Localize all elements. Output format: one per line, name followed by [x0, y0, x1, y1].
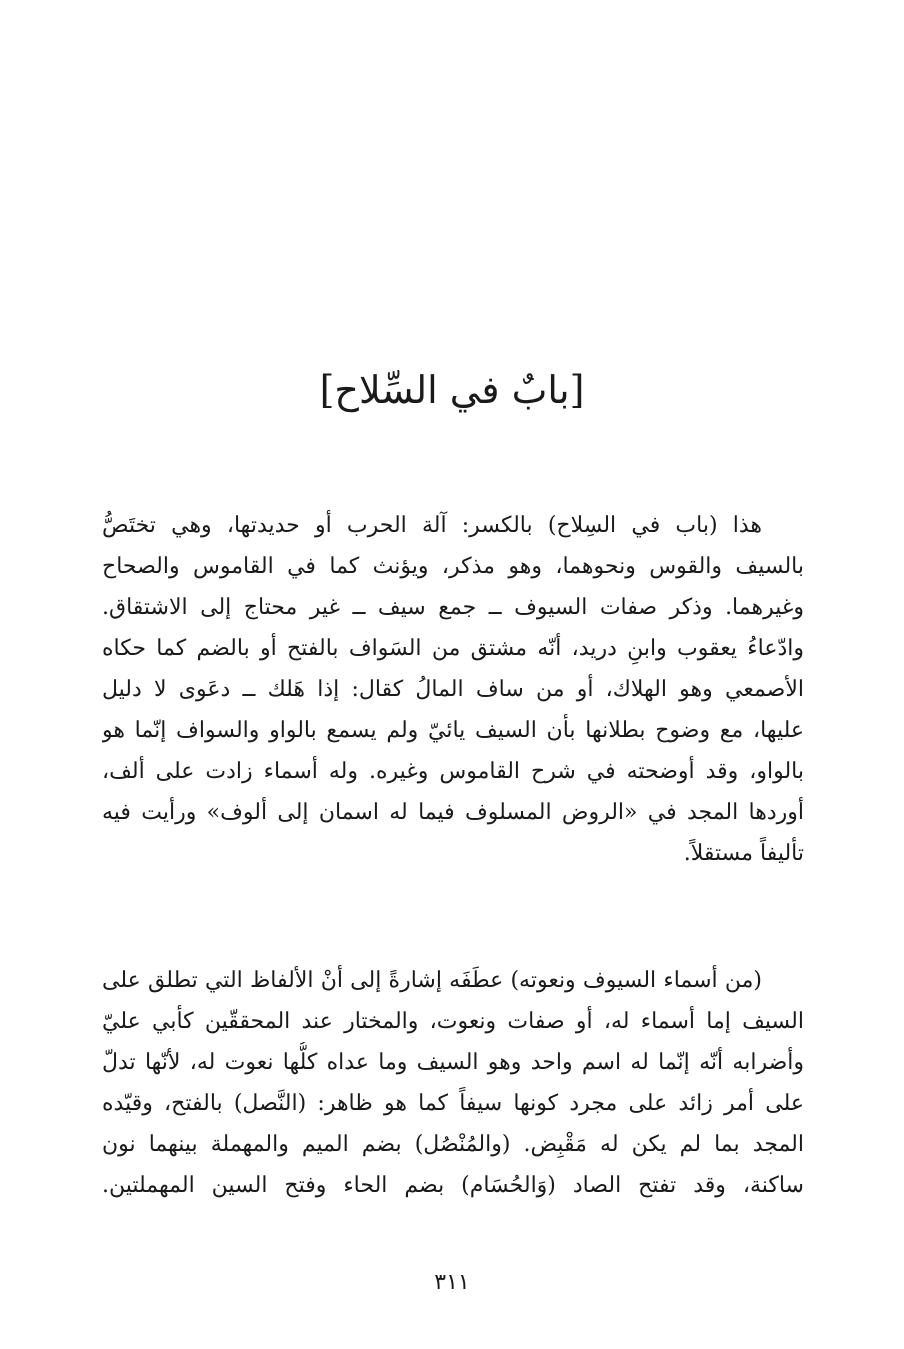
text-line: وادّعاءُ يعقوب وابنِ دريد، أنّه مشتق من السَواف بالفتح أو بالضم كما حكاه	[102, 636, 804, 661]
text-line: ساكنة، وقد تفتح الصاد (وَالحُسَام) بضم الحاء وفتح السين المهملتين.	[102, 1173, 804, 1198]
text-line: وغيرهما. وذكر صفات السيوف ــ جمع سيف ــ غير محتاج إلى الاشتقاق.	[102, 595, 804, 620]
text-line: المجد بما لم يكن له مَقْبِض. (والمُنْصُل) بضم الميم والمهملة بينهما نون	[102, 1132, 804, 1157]
text-line: على أمر زائد على مجرد كونها سيفاً كما هو ظاهر: (النَّصل) بالفتح، وقيّده	[102, 1091, 804, 1116]
text-line: بالسيف والقوس ونحوهما، وهو مذكر، ويؤنث كما في القاموس والصحاح	[102, 554, 804, 579]
chapter-title: [بابٌ في السِّلاح]	[319, 368, 585, 412]
paragraph-2	[102, 960, 804, 1206]
text-line: وأضرابه أنّه إنّما له اسم واحد وهو السيف وما عداه كلُّها نعوت له، لأنّها تدلّ	[102, 1050, 804, 1075]
text-line: السيف إما أسماء له، أو صفات ونعوت، والمختار عند المحققّين كأبي عليّ	[102, 1009, 804, 1034]
text-line: (من أسماء السيوف ونعوته) عطَفَه إشارةً إلى أنْ الألفاظ التي تطلق على	[102, 968, 762, 993]
paragraph-1	[102, 505, 804, 874]
text-line: بالواو، وقد أوضحته في شرح القاموس وغيره. وله أسماء زادت على ألف،	[102, 759, 804, 784]
text-line: الأصمعي وهو الهلاك، أو من ساف المالُ كقال: إذا هَلك ــ دعَوى لا دليل	[102, 677, 804, 702]
text-line: أوردها المجد في «الروض المسلوف فيما له اسمان إلى ألوف» ورأيت فيه	[102, 800, 804, 825]
text-line: تأليفاً مستقلاً.	[683, 841, 804, 866]
text-line: عليها، مع وضوح بطلانها بأن السيف يائيّ ولم يسمع بالواو والسواف إنّما هو	[102, 718, 804, 743]
page-number: ٣١١	[434, 1270, 470, 1295]
text-line: هذا (باب في السِلاح) بالكسر: آلة الحرب أو حديدتها، وهي تختَصُّ	[102, 513, 762, 538]
